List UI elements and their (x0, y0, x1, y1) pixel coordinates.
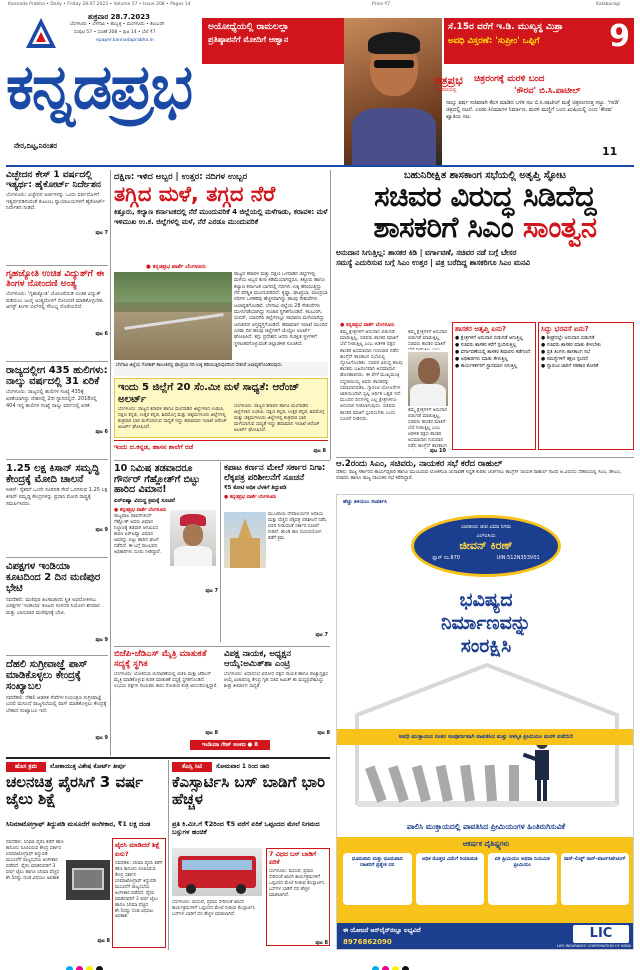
rain-headline: ತಗ್ಗಿದ ಮಳೆ, ತಗ್ಗದ ನೆರೆ (114, 182, 276, 206)
masthead-logo: ಕನ್ನಡಪ್ರಭ (6, 50, 192, 123)
ad-feature: ನಾನ್-ಲಿಂಕ್ಡ್ ನಾನ್-ಪಾರ್ಟಿಸಿಪೇಟಿಂಗ್ (561, 853, 630, 905)
brief-headline: ಗೃಹಜ್ಯೋತಿ ಉಚಿತ ವಿದ್ಯುತ್‌ಗೆ ಈ ತಿಂಗಳ ನೋಂದಣಿ ಅಂತ್ಯ (6, 269, 104, 290)
brief-body: ನವದೆಹಲಿ: ಮಣಿಪುರ ಹಿಂಸಾಚಾರದ ಸ್ಥಿತಿ ಅವಲೋಕಿಸಲು ವಿಪಕ್ಷಗಳ 'ಇಂಡಿಯಾ' ಕೂಟದ ಸಂಸದರ ನಿಯೋಗ ಶನಿವಾರ ಮತ್ತು ಭಾನುವಾರ ಮಣಿಪುರಕ್ಕೆ ಭೇಟಿ. (6, 596, 100, 616)
promo-ed-page: 9 (609, 19, 630, 54)
masthead-rule (6, 165, 634, 167)
box2-title: ಸಿದ್ದು ಭರವಸೆ ಏನು? (541, 325, 589, 333)
black-regmark-icon (402, 966, 409, 970)
epaper-link[interactable]: epaper.kannadaprabha.in (96, 38, 154, 43)
divider (336, 457, 634, 458)
box1-title: ಶಾಸಕರ ಅತೃಪ್ತಿ ಏನು? (455, 325, 507, 333)
registration-marks-right (372, 958, 412, 970)
ksrtc-subhead: ಪ್ರತಿ ಕಿ.ಮೀ.ಗೆ ₹2ರಿಂದ ₹5 ವರೆಗೆ ಏರಿಕೆ ಒಪ್ಪಂದದ ಮೇಲೆ ನಿಗಮದ ಬಸ್ಸುಗಳ ಹಂಚಿಕೆ (172, 820, 320, 837)
date-kannada: ಶುಕ್ರವಾರ 28.7.2023 (88, 13, 151, 21)
ad-headline-3: ಸಂರಕ್ಷಿಸಿ (460, 634, 512, 657)
ad-plan-badge (411, 515, 561, 577)
column-divider (220, 462, 221, 642)
brief-body: ನವದೆಹಲಿ: ದೆಹಲಿ ಆಡಳಿತ ಸೇವೆಗಳ ನಿಯಂತ್ರಣ ಸುಗ್ರೀವಾಜ್ಞೆ ಬದಲಿ ಮಸೂದೆ ರಾಜ್ಯಸಭೆಯಲ್ಲಿ ಪಾಸ್ ಮಾಡಿಕೊಳ್ಳಲು ಕೇಂದ್ರಕ್ಕೆ ಬೇಕಾದ ಸಂಖ್ಯಾಬಲ ಇದೆ. (6, 694, 107, 714)
piracy-subhead: ಸಿನಿಮಾಟೋಗ್ರಾಫ್ ತಿದ್ದುಪಡಿ ಮಸೂದೆಗೆ ಅಂಗೀಕಾರ, ₹1 ಲಕ್ಷ ದಂಡ (6, 820, 151, 828)
box1-item: ● ಕ್ಷೇತ್ರಗಳಿಗೆ ಅನುದಾನ ಬಿಡುಗಡೆ ಆಗುತ್ತಿಲ್ಲ (455, 336, 523, 341)
piracy-box-body: ನವದೆಹಲಿ: ಸಿನಿಮಾ ಪೈರಸಿ ತಡೆಗೆ ಕಠಿಣ ಕಾನೂನು ರೂಪಿಸಿರುವ ಕೇಂದ್ರ ಸರ್ಕಾರ ಸಿನಿಮಾಟೋಗ್ರಾಫ್ ತಿದ್ದುಪಡಿ ಮಸೂದೆಗೆ ರಾಜ್ಯಸಭೆಯ ಅಂಗೀಕಾರ ಪಡೆದಿದೆ. ಪೈರಸಿ ಮಾಡಿದವರಿಗೆ 3 ವರ್ಷ ಜೈಲು ಹಾಗೂ ಸಿನಿಮಾ ವೆಚ್ಚದ ಶೇ.5ರಷ್ಟು ದಂಡ ವಿಧಿಸಲು ಅವಕಾಶ. (115, 861, 163, 920)
promo-ed-line1: ಸೆ.15ರ ವರೆಗೆ ಇ.ಡಿ. ಮುಖ್ಯಸ್ಥ ಮಿಶ್ರಾ (448, 22, 563, 32)
box2-item: ● ಸಚಿವರು ಶಾಸಕರ ಮಾತು ಕೇಳಬೇಕು (541, 342, 601, 348)
ad-feature: ಏಕ ಪ್ರೀಮಿಯಂ ಅಥವಾ ನಿಯಮಿತ ಪ್ರೀಮಿಯಂ (488, 853, 557, 905)
ad-features-panel (337, 837, 634, 923)
brief-body: ಬೆಂಗಳೂರು: ರಾಜ್ಯದಲ್ಲಿ ಹುಲಿಗಳ ಸಂಖ್ಯೆ 435ಕ್ಕೆ ಏರಿಕೆಯಾಗಿದ್ದು ದೇಶದಲ್ಲಿ 2ನೇ ಸ್ಥಾನದಲ್ಲಿದೆ. 2018ರಲ್ಲಿ 404 ಇದ್ದ ಹುಲಿಗಳ ಸಂಖ್ಯೆ ನಾಲ್ಕು ವರ್ಷದಲ್ಲಿ ಏರಿಕೆ. (6, 389, 97, 409)
ksrtc-box-body: ಬೆಂಗಳೂರು: ಮದುವೆ, ಪ್ರವಾಸ ಸೇರಿದಂತೆ ಖಾಸಗಿ ಕಾರ್ಯಕ್ರಮಗಳಿಗೆ ಒಪ್ಪಂದದ ಮೇಲೆ ನೀಡುವ ಕೆಎಸ್ಸಾರ್ಟಿಸಿ ಬಸ್‌ಗಳ ಬಾಡಿಗೆ ದರ ಹೆಚ್ಚಳ ಮಾಡಲಾಗಿದೆ. (269, 869, 325, 898)
magenta-regmark-icon (382, 966, 389, 970)
brief-delhi[interactable] (6, 656, 108, 752)
flood-photo-caption: ಬೆಳಗಾವಿ ಜಿಲ್ಲೆಯ ಗೋಕಾಕ್ ತಾಲೂಕಿನಲ್ಲಿ ಘಟಪ್ರಭಾ ನದಿ ಉಕ್ಕಿ ಹರಿಯುತ್ತಿರುವುದರಿಂದ ಸೇತುವೆ ಜಲಾವೃತಗೊಂಡಿರುವುದು. (114, 362, 328, 376)
ksrtc-headline[interactable]: ಕೆಎಸ್ಸಾರ್ಟಿಸಿ ಬಸ್ ಬಾಡಿಗೆ ಭಾರಿ ಹೆಚ್ಚಳ (172, 773, 326, 809)
ad-uin: UIN:512N353V01 (496, 555, 540, 561)
rain-byline: ● ಕನ್ನಡಪ್ರಭ ವಾರ್ತೆ ಬೆಂಗಳೂರು (146, 264, 206, 270)
india-gate-flag[interactable]: ಇಂಡಿಯಾ ಗೇಟ್ ಅಂಕಣ ● 8 (190, 740, 270, 750)
lead-story[interactable] (336, 170, 634, 269)
box1-item: ● ಅಧಿಕಾರಿಗಳು ಮಾತು ಕೇಳುತ್ತಿಲ್ಲ (455, 356, 508, 362)
ksrtc-bus-photo (172, 848, 262, 896)
rahul-meeting-head[interactable]: ಆ.2ರಂದು ಸಿಎಂ, ಸಚಿವರು, ನಾಯಕರ ಸಭೆ ಕರೆದ ರಾಹುಲ್ (336, 459, 503, 469)
rain-kicker: ದಕ್ಷಿಣ: ಇಳಿದ ಅಬ್ಬರ | ಉತ್ತರ: ನದಿಗಳ ಉಬ್ಬರ (114, 172, 248, 182)
ad-strip-1: ಅವಧಿ ಮುಕ್ತಾಯದ ನಂತರ ಸಂಪೂರ್ಣವಾಗಿ ಪಾವತಿಸಿದ ಮತ್ತು ಆಕಸ್ಮಿಕ ಪ್ರೀಮಿಯಂ ಮರಳಿ ಪಡೆಯಿರಿ (337, 729, 634, 745)
chitraprabha-page: 11 (602, 145, 618, 158)
column-divider (110, 170, 111, 756)
mla-grievances-box[interactable] (452, 322, 536, 450)
lic-logo-sub: LIFE INSURANCE CORPORATION OF INDIA (557, 944, 631, 948)
brief-page-ref: ಪುಟ 6 (95, 331, 108, 338)
tag-ksrtc: ಕೆಎಸ್ಸಿ ಸಿಟಿ (172, 762, 212, 772)
brief-headline: ದೆಹಲಿ ಸುಗ್ರೀವಾಜ್ಞೆ ಪಾಸ್ ಮಾಡಿಕೊಳ್ಳಲು ಕೇಂದ್ರಕ್ಕೆ ಸಂಖ್ಯಾಬಲ (6, 659, 88, 693)
siddaramaiah-photo (408, 352, 448, 406)
story-headline: 10 ನಿಮಿಷ ತಡವಾದರೂ ಗೌರ್ನರ್ ಗೆಹ್ಲೋತ್‌ಗೆ ಬಿಟ್ಟು ಹಾರಿದ ವಿಮಾನ! (114, 463, 200, 496)
issue-meta: ಸಂಪುಟ 57 • ಸಂಚಿಕೆ 208 • ಪುಟ 14 • ಬೆಲೆ ₹7 (74, 30, 156, 35)
lead-subhead-2: ಸಮಸ್ಯೆ ಎದುರಿಸುವ ಬಗ್ಗೆ ಸಿಎಂ ಉತ್ತರ | ಪತ್ರ ಬರೆದಿದ್ದ ಶಾಸಕರಿಗೂ ಸಿಎಂ ಮನವಿ (336, 258, 530, 268)
ad-headline-2: ನಿರ್ಮಾಣವನ್ನು (440, 611, 532, 634)
tag-new-rule: ಹೊಸ ಕ್ರಮ (6, 762, 46, 772)
ksrtc-body: ಬೆಂಗಳೂರು: ಮದುವೆ, ಪ್ರವಾಸ ಸೇರಿದಂತೆ ಖಾಸಗಿ ಕಾರ್ಯಕ್ರಮಗಳಿಗೆ ಒಪ್ಪಂದದ ಮೇಲೆ ನೀಡುವ ಕೆಎಸ್ಸಾರ್ಟಿಸಿ ಬಸ್‌ಗಳ ಬಾಡಿಗೆ ದರ ಹೆಚ್ಚಳ ಮಾಡಲಾಗಿದೆ. (172, 900, 256, 918)
rahul-meeting-body: ದೆಹಲಿ: ರಾಜ್ಯ ಸರ್ಕಾರದ ಕಾರ್ಯವೈಖರಿ ಹಾಗೂ ಮುಂಬರುವ ಲೋಕಸಭಾ ಚುನಾವಣೆ ಸಿದ್ಧತೆ ಕುರಿತು ಚರ್ಚಿಸಲು ಕಾಂಗ್ರೆಸ್ ನಾಯಕ ರಾಹುಲ್ ಗಾಂಧಿ ಆ.2ರಂದು ದೆಹಲಿಯಲ್ಲಿ ಸಿಎಂ, ಡಿಸಿಎಂ, ಸಚಿವರು ಹಾಗೂ ರಾಜ್ಯ ನಾಯಕರ ಸಭೆ ಕರೆದಿದ್ದಾರೆ. (336, 470, 622, 482)
story-body: ರಾಜ್ಯಪಾಲ ಥಾವರ್‌ಚಂದ್ ಗೆಹ್ಲೋತ್ ಅವರು ವಿಮಾನ ನಿಲ್ದಾಣಕ್ಕೆ ತಡವಾಗಿ ಆಗಮಿಸಿದ ಕಾರಣ ಏರ್‌ಏಷ್ಯಾ ವಿಮಾನ ಅವರನ್ನು ಬಿಟ್ಟು ಹಾರಿದ ಘಟನೆ ನಡೆದಿದೆ. ಈ ಬಗ್ಗೆ ರಾಜಭವನ ಅಧಿಕಾರಿಗಳು ದೂರು ನೀಡಿದ್ದಾರೆ. (114, 513, 162, 556)
story-byline: ● ಕನ್ನಡಪ್ರಭ ವಾರ್ತೆ ಬೆಂಗಳೂರು (114, 507, 167, 513)
rain-subhead: ಕಿತ್ತೂರು, ಕಲ್ಯಾಣ ಕರ್ನಾಟಕದಲ್ಲಿ ನೆರೆ ಮುಂದುವರಿಕೆ 4 ಜಿಲ್ಲೆಯಲ್ಲಿ ಮಳೆಗಾಡು, ಕರಾವಳಿ: ಮಳೆ ಇಳಿಮುಖ ಉ.ಕ. ಜಿಲ್ಲೆಗಳಲ್ಲಿ ಮಳೆ, ನೆರೆ ಎರಡೂ ಮುಂದುವರಿಕೆ (114, 208, 328, 226)
yellow-regmark-icon (392, 966, 399, 970)
yellow-regmark-icon (86, 966, 93, 970)
temple-photo (224, 512, 266, 568)
lead-headline-line1: ಸಚಿವರ ವಿರುದ್ಧ ಸಿಡಿದೆದ್ದ (374, 179, 596, 213)
rain-story[interactable] (114, 172, 328, 227)
ad-phone[interactable]: 8976862090 (343, 938, 392, 946)
tag-new-rule-desc: ಲೋಕಾಯುಕ್ತ ವಿಶೇಷ ಕೋರ್ಟ್ ತೀರ್ಪು (50, 763, 126, 770)
piracy-body: ನವದೆಹಲಿ: ಸಿನಿಮಾ ಪೈರಸಿ ತಡೆಗೆ ಕಠಿಣ ಕಾನೂನು ರೂಪಿಸಿರುವ ಕೇಂದ್ರ ಸರ್ಕಾರ ಸಿನಿಮಾಟೋಗ್ರಾಫ್ ತಿದ್ದುಪಡಿ ಮಸೂದೆಗೆ ರಾಜ್ಯಸಭೆಯ ಅಂಗೀಕಾರ ಪಡೆದಿದೆ. ಪೈರಸಿ ಮಾಡಿದವರಿಗೆ 3 ವರ್ಷ ಜೈಲು ಹಾಗೂ ಸಿನಿಮಾ ವೆಚ್ಚದ ಶೇ.5ರಷ್ಟು ದಂಡ ವಿಧಿಸಲು ಅವಕಾಶ. (6, 840, 64, 882)
lead-body-cont2: ತಮ್ಮ ಕ್ಷೇತ್ರಗಳಿಗೆ ಅನುದಾನ ಬಿಡುಗಡೆ ಮಾಡುತ್ತಿಲ್ಲ, ಸಚಿವರು ಶಾಸಕರ ಮಾತಿಗೆ ಬೆಲೆ ನೀಡುತ್ತಿಲ್ಲ ಎಂಬ ಆಡಳಿತ ಪಕ್ಷದ ಶಾಸಕರ ಅಸಮಾಧಾನ ಗುರುವಾರ ನಡೆದ ಕಾಂಗ್ರೆಸ್ ಶಾಸಕಾಂಗ (408, 408, 448, 450)
cm-assurance-box[interactable] (538, 322, 634, 450)
story-page-ref: ಪುಟ 8 (205, 730, 218, 737)
ad-headline (431, 589, 541, 657)
bjp-jds-story[interactable] (114, 650, 218, 750)
ad-features-list (337, 849, 634, 909)
promo-ayodhya-line1: ಅಯೋಧ್ಯೆಯಲ್ಲಿ ರಾಮಲಲ್ಲಾ (208, 22, 289, 32)
rain-page-ref: ಪುಟ 8 (313, 448, 326, 454)
divider (114, 646, 330, 647)
story-body: ಬೆಂಗಳೂರು: ಲೋಕಸಭಾ ಚುನಾವಣೆಯಲ್ಲಿ ಬಿಜೆಪಿ ಮತ್ತು ಜೆಡಿಎಸ್ ಮೈತ್ರಿ ಮಾಡಿಕೊಳ್ಳುವ ಕುರಿತ ಮಾತುಕತೆ ಸದ್ಯಕ್ಕೆ ಸ್ಥಗಿತಗೊಂಡಿದೆ. ಉಭಯ ಪಕ್ಷಗಳ ನಾಯಕರು ಕಾದು ನೋಡುವ ತಂತ್ರ ಅನುಸರಿಸುತ್ತಿದ್ದಾರೆ. (114, 672, 218, 690)
lead-byline: ● ಕನ್ನಡಪ್ರಭ ವಾರ್ತೆ ಬೆಂಗಳೂರು (340, 322, 395, 328)
flood-photo (114, 272, 232, 360)
ad-feature: ಧೂಮಪಾನಿ ಮತ್ತು ಧೂಮಪಾನ ರಹಿತರಿಗೆ ಪ್ರತ್ಯೇಕ ದರ (343, 853, 412, 905)
promo-ed-line2: ಅವಧಿ ವಿಸ್ತರಣೆ: 'ಸುಪ್ರೀಂ' ಒಪ್ಪಿಗೆ (448, 36, 540, 46)
chitraprabha-head2: 'ಕೌರವ' ಬಿ.ಸಿ.ಪಾಟೀಲ್ (514, 86, 581, 96)
lead-kicker: ಬಹುನಿರೀಕ್ಷಿತ ಶಾಸಕಾಂಗ ಸಭೆಯಲ್ಲಿ ಅತೃಪ್ತಿ ಸ್ಫೋಟ (404, 170, 566, 181)
amit-shah-story[interactable] (224, 650, 330, 750)
story-body: ಬೆಂಗಳೂರು: ವಿಧಾನಸಭೆ ವಿರೋಧ ಪಕ್ಷದ ನಾಯಕ ಹಾಗೂ ರಾಜ್ಯಾಧ್ಯಕ್ಷರ ಆಯ್ಕೆ ವಿಚಾರದಲ್ಲಿ ಕೇಂದ್ರ ಗೃಹ ಸಚಿವ ಅಮಿತ್ ಶಾ ಮಧ್ಯಪ್ರವೇಶಿಸಿದ್ದು ಶೀಘ್ರ ತೀರ್ಮಾನ ಸಾಧ್ಯತೆ. (224, 672, 328, 690)
ksrtc-box-title: 7 ವಿಧದ ಬಸ್ ಬಾಡಿಗೆ ಏರಿಕೆ (269, 851, 316, 866)
bc-patil-photo (344, 18, 442, 166)
rain-alert-head: ಇಂದು 5 ಜಿಲ್ಲೆಗೆ 20 ಸೆಂ.ಮೀ ಮಳೆ ಸಾಧ್ಯತೆ: ಆರೆಂಜ್ ಅಲರ್ಟ್ (118, 382, 300, 405)
lic-advertisement[interactable] (336, 494, 634, 950)
divider (114, 460, 330, 461)
registration-marks-left (66, 958, 106, 970)
rain-body: ರಾಜ್ಯದ ಕರಾವಳಿ ಮತ್ತು ದಕ್ಷಿಣ ಒಳನಾಡಿನ ಜಿಲ್ಲೆಗಳಲ್ಲಿ ಮಳೆಯ ಅಬ್ಬರ ತುಸು ಕಡಿಮೆಯಾಗಿದ್ದರೂ, ಕಿತ್ತೂರು ಹಾಗೂ ಕಲ್ಯಾಣ ಕರ್ನಾಟಕ ಭಾಗದಲ್ಲಿ ನದಿಗಳು ಉಕ್ಕಿ ಹರಿಯುತ್ತಿದ್ದು ನೆರೆ ಪರಿಸ್ಥಿತಿ ಮುಂದುವರಿದಿದೆ. ಕೃಷ್ಣಾ, ಘಟಪ್ರಭಾ, ಮಲಪ್ರಭಾ ನದಿಗಳ ಒಳಹರಿವು ಹೆಚ್ಚಳವಾಗಿದ್ದು ಹಲವು ಸೇತುವೆಗಳು ಜಲಾವೃತಗೊಂಡಿವೆ. ಬೆಳಗಾವಿ ಜಿಲ್ಲೆಯ 28 ಸೇತುವೆಗಳು ಮುಳುಗಡೆಯಾಗಿದ್ದು ಸಂಚಾರ ಸ್ಥಗಿತಗೊಂಡಿದೆ. ಕಲಬುರಗಿ, ಬೀದರ್, ಯಾದಗಿರಿ ಜಿಲ್ಲೆಗಳಲ್ಲೂ ಸಾಧಾರಣ ಮಳೆಯಾಗಿದ್ದು ಜನಜೀವನ ಅಸ್ತವ್ಯಸ್ತಗೊಂಡಿದೆ. ಹವಾಮಾನ ಇಲಾಖೆ ಮುಂದಿನ ಎರಡು ದಿನ ಹಲವು ಜಿಲ್ಲೆಗಳಿಗೆ ಯೆಲ್ಲೋ ಅಲರ್ಟ್ ಘೋಷಿಸಿದೆ. ತಗ್ಗು ಪ್ರದೇಶದ ಜನರು ಸುರಕ್ಷಿತ ಸ್ಥಳಗಳಿಗೆ ಸ್ಥಳಾಂತರಗೊಳ್ಳುವಂತೆ ಜಿಲ್ಲಾಡಳಿತ ಸೂಚಿಸಿದೆ. (234, 272, 328, 347)
box2-item: ● ಪ್ರತಿ ತಿಂಗಳು ಶಾಸಕಾಂಗ ಸಭೆ (541, 349, 590, 355)
chitraprabha-label: ಚಿತ್ರಪ್ರಭ (434, 74, 463, 87)
ksrtc-page-ref: ಪುಟ 8 (315, 940, 328, 946)
lead-subhead-1: ಅನುದಾನ ಸಿಗುತ್ತಿಲ್ಲ: ಶಾಸಕರ ಕಿಡಿ | ವರ್ಗಾವಣೆ, ಸಚಿವರ ನಡೆ ಬಗ್ಗೆ ಬೇಸರ (336, 247, 517, 257)
brief-page-ref: ಪುಟ 9 (95, 527, 108, 534)
story-subhead: ಏರ್‌ಏಷ್ಯಾ ವಿರುದ್ಧ ಕ್ರಮಕ್ಕೆ ಸೂಚನೆ (114, 497, 175, 504)
ad-strip-2: ಪಾಲಿಸಿ ಮುಕ್ತಾಯದಲ್ಲಿ ಪಾವತಿಸಿದ ಪ್ರೀಮಿಯಂಗಳ ಹಿಂತಿರುಗಿಸುವಿಕೆ (337, 819, 634, 835)
story-page-ref: ಪುಟ 8 (317, 730, 330, 737)
brief-headline: ವಿಚ್ಛೇದನ ಕೇಸ್ 1 ವರ್ಷದಲ್ಲಿ ಇತ್ಯರ್ಥ: ಹೈಕೋರ್ಟ್ ನಿರ್ದೇಶನ (6, 170, 101, 191)
story-headline: ಬಿಜೆಪಿ-ಜೆಡಿಎಸ್ ಮೈತ್ರಿ ಮಾತುಕತೆ ಸದ್ಯಕ್ಕೆ ಸ್ಥಗಿತ (114, 649, 207, 669)
school-holiday-note: ಇಂದು ದ.ಕನ್ನಡ, ಹಾಸನ ಶಾಲೆಗೆ ರಜೆ (114, 440, 328, 452)
ad-feature: ಅಧಿಕ ಮೊತ್ತದ ವಿಮೆಗೆ ರಿಯಾಯಿತಿ (416, 853, 485, 905)
box1-item: ● ವರ್ಗಾವಣೆಯಲ್ಲಿ ಶಾಸಕರ ಶಿಫಾರಸು ಕಡೆಗಣನೆ (455, 349, 531, 355)
column-divider (330, 170, 331, 460)
ad-footer-text: ಈ ಯೋಜನೆ ಆನ್‌ಲೈನ್‌ನಲ್ಲೂ ಲಭ್ಯವಿದೆ (343, 927, 421, 934)
brief-manipur[interactable] (6, 558, 108, 656)
promo-ed-chief[interactable] (444, 18, 634, 64)
story-headline: ಕಪಾಟ ಕರ್ಣನ ಮೇಲೆ ಸರ್ಕಾರ ನಿಗಾ: ಲೆಕ್ಕಪತ್ರ ಪರಿಶೀಲನೆಗೆ ಸೂಚನೆ (224, 463, 326, 483)
brief-body: ಸೀಕರ್: ರೈತರಿಗೆ ಒಂದೇ ಸೂರಿನಡಿ ಸೇವೆ ಒದಗಿಸುವ 1.25 ಲಕ್ಷ ಕಿಸಾನ್ ಸಮೃದ್ಧಿ ಕೇಂದ್ರಗಳನ್ನು ಪ್ರಧಾನಿ ಮೋದಿ ರಾಷ್ಟ್ರಕ್ಕೆ ಸಮರ್ಪಿಸಿದರು. (6, 487, 108, 507)
box2-list (541, 336, 631, 371)
brief-tigers[interactable] (6, 362, 108, 460)
piracy-box-title: ಪೈರಸಿ ಮಾಡಿದರೆ ಶಿಕ್ಷೆ ಏನು? (115, 841, 160, 858)
black-regmark-icon (96, 966, 103, 970)
brief-page-ref: ಪುಟ 9 (95, 734, 108, 741)
piracy-photo (66, 860, 110, 900)
rain-body-cont: ಬೆಂಗಳೂರು: ರಾಜ್ಯದ ಕರಾವಳಿ ಹಾಗೂ ಮಲೆನಾಡಿನ ಜಿಲ್ಲೆಗಳಾದ ಉಡುಪಿ, ದಕ್ಷಿಣ ಕನ್ನಡ, ಉತ್ತರ ಕನ್ನಡ, ಶಿವಮೊಗ್ಗ ಮತ್ತು ಚಿಕ್ಕಮಗಳೂರು ಜಿಲ್ಲೆಗಳಲ್ಲಿ ಶುಕ್ರವಾರ ಭಾರಿ ಮಳೆಯಾಗುವ ಸಾಧ್ಯತೆ ಇದ್ದು ಹವಾಮಾನ ಇಲಾಖೆ ಆರೆಂಜ್ ಅಲರ್ಟ್ ಘೋಷಿಸಿದೆ. (234, 404, 325, 434)
story-page-ref: ಪುಟ 7 (315, 632, 328, 638)
cyan-regmark-icon (372, 966, 379, 970)
masthead-price: Price ₹7 (372, 2, 391, 7)
chitraprabha-body: ನಾಲ್ಕು ವರ್ಷ ಸಚಿವರಾಗಿ ಕೆಲಸ ಮಾಡಿದ ಬಳಿಕ ನಟ ಬಿ.ಸಿ.ಪಾಟೀಲ್ ಮತ್ತೆ ಚಿತ್ರರಂಗದತ್ತ ಸಜ್ಜು. 'ಗರಡಿ' ಚಿತ್ರದಲ್ಲಿ ನಟನೆ. ಎರಡು ಸಿನಿಮಾಗಳ ನಿರ್ಮಾಣ. ಮರಳಿ ಮಣ್ಣಿಗೆ ಬಂದ ಖುಷಿಯಲ್ಲಿ ಎಂದ 'ಕೌರವ' ಖ್ಯಾತಿಯ ನಟ. (446, 100, 620, 121)
tag-ksrtc-desc: ಸೋಮವಾರ 1 ರಿಂದ ಜಾರಿ (216, 763, 270, 770)
ad-brand-top: ಭಾರತೀಯ ಜೀವ ವಿಮಾ ನಿಗಮ (460, 524, 512, 530)
lead-body: ತಮ್ಮ ಕ್ಷೇತ್ರಗಳಿಗೆ ಅನುದಾನ ಬಿಡುಗಡೆ ಮಾಡುತ್ತಿಲ್ಲ, ಸಚಿವರು ಶಾಸಕರ ಮಾತಿಗೆ ಬೆಲೆ ನೀಡುತ್ತಿಲ್ಲ ಎಂಬ ಆಡಳಿತ ಪಕ್ಷದ ಶಾಸಕರ ಅಸಮಾಧಾನ ಗುರುವಾರ ನಡೆದ ಕಾಂಗ್ರೆಸ್ ಶಾಸಕಾಂಗ ಸಭೆಯಲ್ಲಿ ಸ್ಫೋಟಗೊಂಡಿತು. ಸಚಿವರ ವಿರುದ್ಧ ಹಲವು ಶಾಸಕರು ಬಹಿರಂಗವಾಗಿ ಅಸಮಾಧಾನ ಹೊರಹಾಕಿದರು. ಈ ವೇಳೆ ಮುಖ್ಯಮಂತ್ರಿ ಸಿದ್ದರಾಮಯ್ಯ ಅವರು ಶಾಸಕರನ್ನು ಸಮಾಧಾನಪಡಿಸಿ, ಗ್ಯಾರಂಟಿ ಯೋಜನೆಗಳ ಜಾರಿಯಿಂದಾಗಿ ಸ್ವಲ್ಪ ಆರ್ಥಿಕ ಒತ್ತಡ ಇದೆ. ಮುಂದಿನ ದಿನಗಳಲ್ಲಿ ಎಲ್ಲ ಕ್ಷೇತ್ರಗಳಿಗೂ ಅನುದಾನ ನೀಡಲಾಗುವುದು. ಸಚಿವರು ಶಾಸಕರ ಮಾತಿಗೆ ಸ್ಪಂದಿಸಬೇಕು ಎಂದು ಸೂಚನೆ ನೀಡಿದರು. (340, 330, 403, 422)
brief-divorce[interactable] (6, 170, 108, 266)
promo-ayodhya[interactable] (202, 18, 357, 64)
box1-item: ● ಕಾರ್ಯಕರ್ತರಿಗೆ ಸ್ಥಾನಮಾನ ಸಿಗುತ್ತಿಲ್ಲ (455, 363, 518, 369)
brief-headline: 1.25 ಲಕ್ಷ ಕಿಸಾನ್ ಸಮೃದ್ಧಿ ಕೇಂದ್ರಕ್ಕೆ ಮೋದಿ ಚಾಲನೆ (6, 463, 100, 486)
ad-corner-logo: ಹೆಚ್ಚು ತಿಳಿಯಲು ಸಂಪರ್ಕಿಸಿ (343, 499, 387, 505)
governor-photo (170, 510, 216, 566)
chitraprabha-head: ಚಿತ್ರರಂಗಕ್ಕೆ ಮರಳಿ ಬಂದ (474, 74, 545, 84)
ad-headline-1: ಭವಿಷ್ಯದ (459, 589, 513, 611)
masthead-edition: Kalaburagi (596, 2, 621, 7)
ad-plan-tag: ಎಲ್‌ಐಸಿಯ (476, 533, 496, 539)
masthead-tagline: ನೇರ,ದಿಟ್ಟ,ನಿರಂತರ (14, 142, 57, 150)
story-subhead: ₹5 ಕೋಟಿ ಅಧಿಕ ಬೆಳಕಿಗೆ ತಿದ್ದುಪಡಿ (224, 485, 287, 492)
left-briefs-column (6, 170, 108, 756)
story-byline: ● ಕನ್ನಡಪ್ರಭ ವಾರ್ತೆ ಬೆಂಗಳೂರು (224, 495, 277, 501)
lic-logo: LIC (573, 925, 629, 943)
brief-gruhajyothi[interactable] (6, 266, 108, 362)
box1-item: ● ಸಚಿವರು ಶಾಸಕರ ಕರೆಗೆ ಸ್ಪಂದಿಸುತ್ತಿಲ್ಲ (455, 342, 517, 348)
lead-body-cont: ತಮ್ಮ ಕ್ಷೇತ್ರಗಳಿಗೆ ಅನುದಾನ ಬಿಡುಗಡೆ ಮಾಡುತ್ತಿಲ್ಲ, ಸಚಿವರು ಶಾಸಕರ ಮಾತಿಗೆ (408, 330, 448, 348)
divider (6, 757, 330, 759)
brief-body: ಬೆಂಗಳೂರು: 'ಗೃಹಜ್ಯೋತಿ' ಯೋಜನೆಯಡಿ ಉಚಿತ ವಿದ್ಯುತ್ ಪಡೆಯಲು ಜುಲೈ ಅಂತ್ಯದೊಳಗೆ ನೋಂದಣಿ ಮಾಡಿಕೊಳ್ಳಬೇಕು. ಆಗಸ್ಟ್ ತಿಂಗಳ ಬಿಲ್‌ನಲ್ಲಿ ಸೌಲಭ್ಯ ದೊರೆಯಲಿದೆ. (6, 291, 105, 311)
cyan-regmark-icon (66, 966, 73, 970)
brief-body: ಬೆಂಗಳೂರು: ವಿಚ್ಛೇದನ ಅರ್ಜಿಗಳನ್ನು ಒಂದು ವರ್ಷದೊಳಗೆ ಇತ್ಯರ್ಥಪಡಿಸುವಂತೆ ಕುಟುಂಬ ನ್ಯಾಯಾಲಯಗಳಿಗೆ ಹೈಕೋರ್ಟ್ ನಿರ್ದೇಶನ ನೀಡಿದೆ. (6, 192, 105, 212)
story-page-ref: ಪುಟ 7 (205, 587, 218, 594)
chitraprabha-sub: ಪುರವಣಿಯಲ್ಲಿ (436, 88, 457, 93)
brief-headline: ವಿಪಕ್ಷಗಳ ಇಂಡಿಯಾ ಕೂಟದಿಂದ 2 ದಿನ ಮಣಿಪುರ ಭೇಟಿ (6, 561, 101, 595)
lead-page-ref: ಪುಟ 10 (429, 448, 446, 454)
edition-cities: ಬೆಂಗಳೂರು • ಬೆಳಗಾವಿ • ಹುಬ್ಬಳ್ಳಿ • ಮಂಗಳೂರು • ಕಲಬುರಗಿ (70, 22, 165, 27)
lead-headline-line2: ಶಾಸಕರಿಗೆ ಸಿಎಂ ಸಾಂತ್ವನ (373, 210, 597, 245)
promo-ayodhya-line2: ಪ್ರತಿಷ್ಠಾಪನೆಗೆ ಮೋದಿಗೆ ಆಹ್ವಾನ (208, 35, 289, 44)
ad-features-title: ಆಕರ್ಷಕ ವೈಶಿಷ್ಟ್ಯಗಳು (462, 840, 510, 848)
temple-story-body: ಮುಜರಾಯಿ ದೇವಾಲಯಗಳ ಆದಾಯ ಮತ್ತು ವೆಚ್ಚದ ಲೆಕ್ಕಪತ್ರ ಪರಿಶೀಲನೆ ನಡೆಸಿ ವರದಿ ನೀಡುವಂತೆ ಸರ್ಕಾರ ಸೂಚನೆ ನೀಡಿದೆ. ಹುಂಡಿ ಹಣ ದುರುಪಯೋಗ ತಡೆಗೆ ಕ್ರಮ. (268, 512, 327, 542)
piracy-page-ref: ಪುಟ 8 (97, 938, 110, 944)
brief-kisan[interactable] (6, 460, 108, 558)
brief-headline: ರಾಜ್ಯದಲ್ಲೀಗ 435 ಹುಲಿಗಳು: ನಾಲ್ಕು ವರ್ಷದಲ್ಲಿ 31 ಏರಿಕೆ (6, 365, 108, 388)
brief-page-ref: ಪುಟ 9 (95, 636, 108, 643)
story-headline: ವಿಪಕ್ಷ ನಾಯಕ, ಅಧ್ಯಕ್ಷನ ಆಯ್ಕೆ:ಅಮಿತ್‌ಶಾ ಎಂಟ್ರಿ (224, 649, 291, 669)
brief-page-ref: ಪುಟ 6 (95, 429, 108, 436)
box2-item: ● ಶೀಘ್ರದಲ್ಲೇ ಅನುದಾನ ಬಿಡುಗಡೆ (541, 336, 595, 341)
box2-item: ● ಸಮಸ್ಯೆಗಳಿಗೆ ತಕ್ಷಣ ಸ್ಪಂದನೆ (541, 356, 588, 362)
box1-list (455, 336, 533, 371)
kannadaprabha-logo-icon (24, 16, 58, 50)
brief-page-ref: ಪುಟ 7 (95, 230, 108, 237)
ad-plan-no: ಪ್ಲಾನ್ ನಂ.870 (432, 555, 460, 561)
ksrtc-fares-box[interactable] (266, 848, 330, 946)
magenta-regmark-icon (76, 966, 83, 970)
masthead-meta: Kannada Prabha • Daily • Friday 28.07.2023 • Volume 57 • Issue 208 • Pages 14 (8, 2, 191, 7)
ad-plan-name: ಜೀವನ್ ಕಿರಣ್ (459, 539, 513, 552)
piracy-headline[interactable]: ಚಲನಚಿತ್ರ ಪೈರಸಿಗೆ 3 ವರ್ಷ ಜೈಲು ಶಿಕ್ಷೆ (6, 773, 144, 809)
rain-alert-body: ಬೆಂಗಳೂರು: ರಾಜ್ಯದ ಕರಾವಳಿ ಹಾಗೂ ಮಲೆನಾಡಿನ ಜಿಲ್ಲೆಗಳಾದ ಉಡುಪಿ, ದಕ್ಷಿಣ ಕನ್ನಡ, ಉತ್ತರ ಕನ್ನಡ, ಶಿವಮೊಗ್ಗ ಮತ್ತು ಚಿಕ್ಕಮಗಳೂರು ಜಿಲ್ಲೆಗಳಲ್ಲಿ ಶುಕ್ರವಾರ ಭಾರಿ ಮಳೆಯಾಗುವ ಸಾಧ್ಯತೆ ಇದ್ದು ಹವಾಮಾನ ಇಲಾಖೆ ಆರೆಂಜ್ ಅಲರ್ಟ್ ಘೋಷಿಸಿದೆ. (118, 407, 227, 431)
piracy-penalty-box[interactable] (112, 838, 166, 948)
box2-item: ● ಗ್ಯಾರಂಟಿ ಜಾರಿಗೆ ಸಹಕಾರ ಕೋರಿಕೆ (541, 363, 599, 369)
ad-footer (337, 923, 634, 950)
column-divider (168, 760, 169, 950)
